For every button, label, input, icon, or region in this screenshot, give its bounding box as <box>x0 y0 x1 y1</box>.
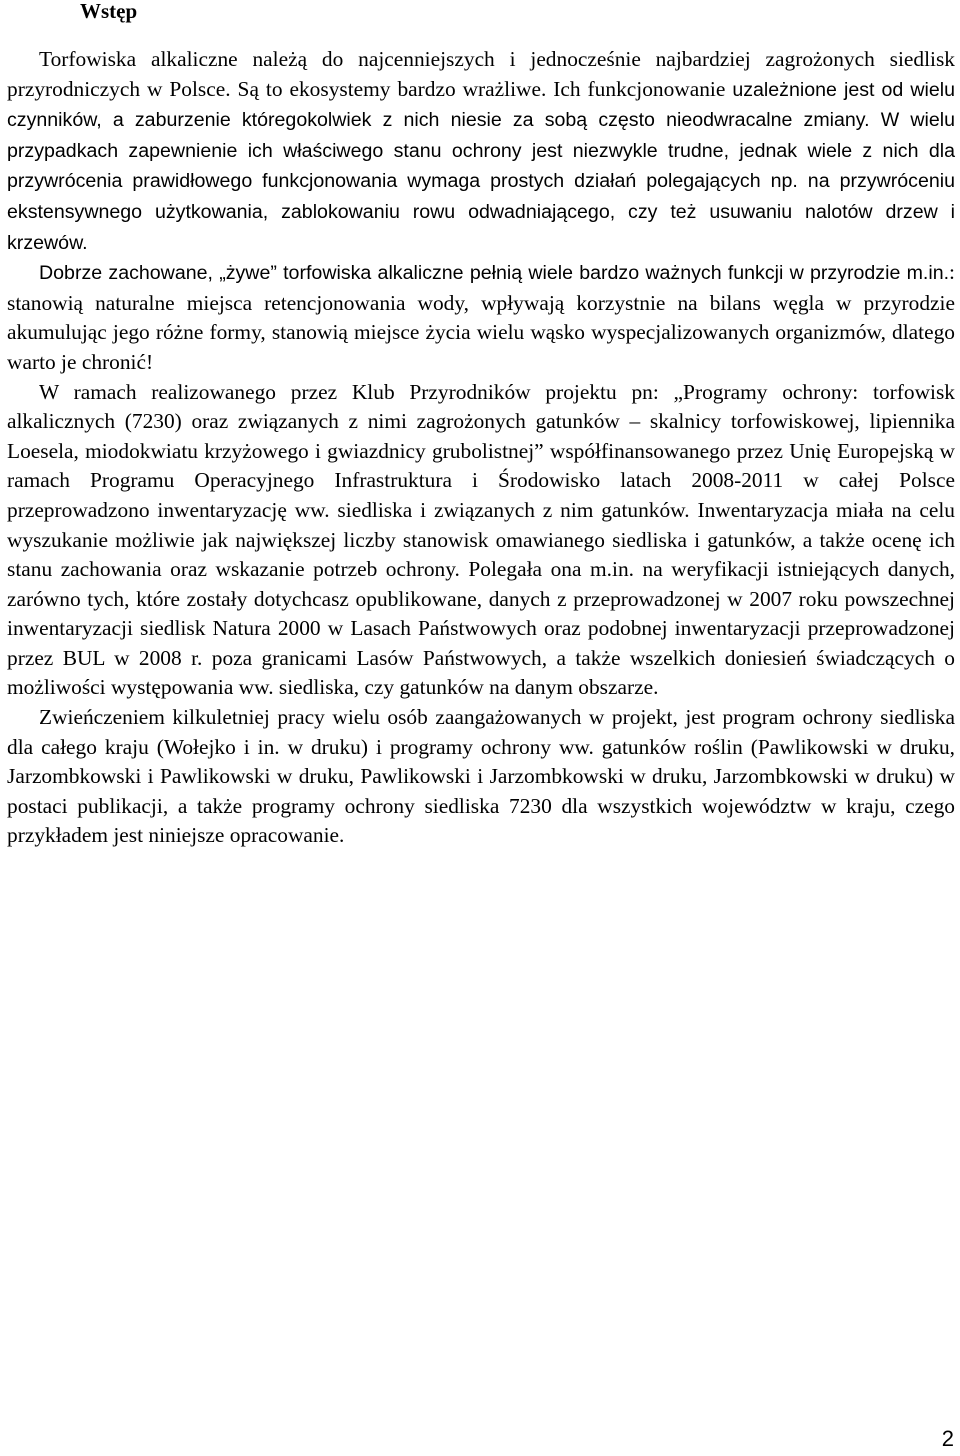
paragraph-project <box>7 378 955 704</box>
document-body <box>7 45 955 851</box>
paragraph-intro-sans-run: uzależnione jest od wielu czynników, a zaburzenie któregokolwiek z nich niesie za sobą często nieodwracalne zmiany. W wielu przypadkach zapewnienie ich właściwego stanu ochrony jest niezwykle trudne, jednak wiele z nich dla przywrócenia prawidłowego funkcjonowania wymaga prostych działań polegających np. na przywróceniu ekstensywnego użytkowania, zablokowaniu rowu odwadniającego, czy też usuwaniu nalotów drzew i krzewów. <box>7 78 955 254</box>
paragraph-intro <box>7 45 955 258</box>
paragraph-functions-sans-run: Dobrze zachowane, „żywe” torfowiska alkaliczne pełnią wiele bardzo ważnych funkcji w przyrodzie m.in. <box>39 262 950 285</box>
paragraph-conclusion <box>7 703 955 851</box>
paragraph-project-text: W ramach realizowanego przez Klub Przyrodników projektu pn: „Programy ochrony: torfowisk alkalicznych (7230) oraz związanych z nimi zagrożonych gatunków – skalnicy torfowiskowej, lipiennika Loesela, miodokwiatu krzyżowego i gwiazdnicy grubolistnej” współfinansowanego przez Unię Europejską w ramach Programu Operacyjnego Infrastruktura i Środowisko latach 2008-2011 w całej Polsce przeprowadzono inwentaryzację ww. siedliska i związanych z nim gatunków. Inwentaryzacja miała na celu wyszukanie możliwie jak największej liczby stanowisk omawianego siedliska i gatunków, a także ocenę ich stanu zachowania oraz wskazanie potrzeb ochrony. Polegała ona m.in. na weryfikacji istniejących danych, zarówno tych, które zostały dotychcasz opublikowane, danych z przeprowadzonej w 2007 roku powszechnej inwentaryzacji siedlisk Natura 2000 w Lasach Państwowych oraz podobnej inwentaryzacji przeprowadzonej przez BUL w 2008 r. poza granicami Lasów Państwowych, a także wszelkich doniesień świadczących o możliwości występowania ww. siedliska, czy gatunków na danym obszarze. <box>7 379 955 700</box>
page-number: 2 <box>941 1426 954 1451</box>
paragraph-intro-serif-run: Torfowiska alkaliczne należą do najcenniejszych i jednocześnie najbardziej zagrożonych siedlisk przyrodniczych w Polsce. Są to ekosystemy bardzo wrażliwe. Ich funkcjonowanie <box>7 47 955 101</box>
paragraph-conclusion-text: Zwieńczeniem kilkuletniej pracy wielu osób zaangażowanych w projekt, jest program ochrony siedliska dla całego kraju (Wołejko i in. w druku) i programy ochrony ww. gatunków roślin (Pawlikowski w druku, Jarzombkowski i Pawlikowski w druku, Pawlikowski i Jarzombkowski w druku, Jarzombkowski w druku) w postaci publikacji, a także programy ochrony siedliska 7230 dla wszystkich województw w kraju, czego przykładem jest niniejsze opracowanie. <box>7 705 955 848</box>
paragraph-functions-serif-run: : stanowią naturalne miejsca retencjonowania wody, wpływają korzystnie na bilans węgla w przyrodzie akumulując jego różne formy, stanowią miejsce życia wielu wąsko wyspecjalizowanych organizmów, dlatego warto je chronić! <box>7 260 955 374</box>
section-heading: Wstęp <box>80 0 138 23</box>
paragraph-functions <box>7 258 955 377</box>
